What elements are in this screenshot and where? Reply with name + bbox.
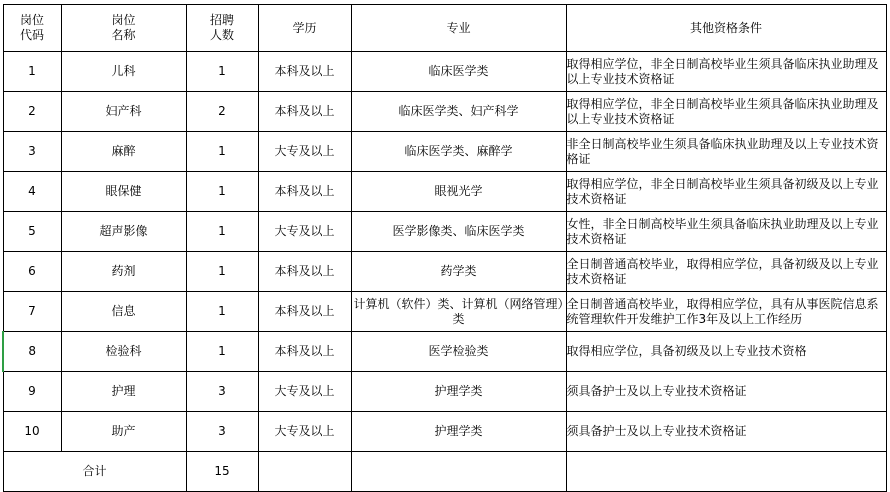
recruitment-table: [2, 4, 887, 492]
cell-count: 3: [186, 412, 258, 452]
cell-code: 7: [3, 292, 61, 332]
header-row: [3, 5, 886, 52]
total-empty-other: [566, 452, 886, 492]
cell-major: 眼视光学: [351, 172, 566, 212]
cell-name: 眼保健: [61, 172, 186, 212]
header-name-line1: 岗位: [111, 13, 136, 27]
cell-code: 9: [3, 372, 61, 412]
cell-code: 1: [3, 52, 61, 92]
cell-count: 1: [186, 252, 258, 292]
table-row: [3, 92, 886, 132]
header-code-line2: 代码: [19, 28, 44, 42]
cell-other: 女性，非全日制高校毕业生须具备临床执业助理及以上专业技术资格证: [566, 212, 886, 252]
header-position-code: [3, 5, 61, 52]
cell-education: 本科及以上: [258, 172, 351, 212]
cell-major: 护理学类: [351, 372, 566, 412]
cell-count: 1: [186, 132, 258, 172]
cell-major: 临床医学类、麻醉学: [351, 132, 566, 172]
header-name-line2: 名称: [111, 28, 136, 42]
cell-other: 取得相应学位，非全日制高校毕业生须具备初级及以上专业技术资格证: [566, 172, 886, 212]
total-row: [3, 452, 886, 492]
table-row: [3, 332, 886, 372]
cell-other: 取得相应学位，具备初级及以上专业技术资格: [566, 332, 886, 372]
cell-major: 计算机（软件）类、计算机（网络管理）类: [351, 292, 566, 332]
table-row: [3, 412, 886, 452]
cell-other: 须具备护士及以上专业技术资格证: [566, 412, 886, 452]
header-major: 专业: [351, 5, 566, 52]
cell-education: 大专及以上: [258, 132, 351, 172]
cell-code: 3: [3, 132, 61, 172]
table-row: [3, 292, 886, 332]
cell-code: 8: [3, 332, 61, 372]
cell-code: 4: [3, 172, 61, 212]
cell-education: 本科及以上: [258, 292, 351, 332]
table-row: [3, 372, 886, 412]
cell-count: 2: [186, 92, 258, 132]
cell-count: 1: [186, 52, 258, 92]
cell-education: 本科及以上: [258, 92, 351, 132]
cell-code: 2: [3, 92, 61, 132]
cell-other: 非全日制高校毕业生须具备临床执业助理及以上专业技术资格证: [566, 132, 886, 172]
cell-code: 5: [3, 212, 61, 252]
cell-count: 1: [186, 292, 258, 332]
table-row: [3, 252, 886, 292]
cell-major: 医学影像类、临床医学类: [351, 212, 566, 252]
cell-education: 本科及以上: [258, 52, 351, 92]
table-row: [3, 52, 886, 92]
header-recruit-count: [186, 5, 258, 52]
cell-name: 助产: [61, 412, 186, 452]
cell-count: 1: [186, 332, 258, 372]
cell-code: 10: [3, 412, 61, 452]
cell-education: 大专及以上: [258, 412, 351, 452]
total-empty-major: [351, 452, 566, 492]
cell-name: 检验科: [61, 332, 186, 372]
cell-major: 临床医学类、妇产科学: [351, 92, 566, 132]
cell-other: 须具备护士及以上专业技术资格证: [566, 372, 886, 412]
total-empty-education: [258, 452, 351, 492]
table-row: [3, 132, 886, 172]
cell-education: 大专及以上: [258, 372, 351, 412]
cell-other: 全日制普通高校毕业，取得相应学位，具备初级及以上专业技术资格证: [566, 252, 886, 292]
header-code-line1: 岗位: [19, 13, 44, 27]
header-other-qualifications: 其他资格条件: [566, 5, 886, 52]
total-count: 15: [186, 452, 258, 492]
header-count-line2: 人数: [209, 28, 234, 42]
cell-major: 医学检验类: [351, 332, 566, 372]
cell-other: 取得相应学位，非全日制高校毕业生须具备临床执业助理及以上专业技术资格证: [566, 52, 886, 92]
table-row: [3, 212, 886, 252]
cell-name: 护理: [61, 372, 186, 412]
header-position-name: [61, 5, 186, 52]
cell-count: 3: [186, 372, 258, 412]
cell-name: 妇产科: [61, 92, 186, 132]
cell-major: 临床医学类: [351, 52, 566, 92]
cell-count: 1: [186, 172, 258, 212]
cell-name: 超声影像: [61, 212, 186, 252]
cell-count: 1: [186, 212, 258, 252]
header-education: 学历: [258, 5, 351, 52]
total-label: 合计: [3, 452, 186, 492]
cell-name: 信息: [61, 292, 186, 332]
cell-education: 大专及以上: [258, 212, 351, 252]
cell-name: 儿科: [61, 52, 186, 92]
cell-education: 本科及以上: [258, 252, 351, 292]
cell-code: 6: [3, 252, 61, 292]
table-row: [3, 172, 886, 212]
header-count-line1: 招聘: [209, 13, 234, 27]
cell-name: 药剂: [61, 252, 186, 292]
cell-name: 麻醉: [61, 132, 186, 172]
cell-other: 全日制普通高校毕业，取得相应学位，具有从事医院信息系统管理软件开发维护工作3年及以上工作经历: [566, 292, 886, 332]
cell-other: 取得相应学位，非全日制高校毕业生须具备临床执业助理及以上专业技术资格证: [566, 92, 886, 132]
cell-major: 护理学类: [351, 412, 566, 452]
cell-education: 本科及以上: [258, 332, 351, 372]
cell-major: 药学类: [351, 252, 566, 292]
